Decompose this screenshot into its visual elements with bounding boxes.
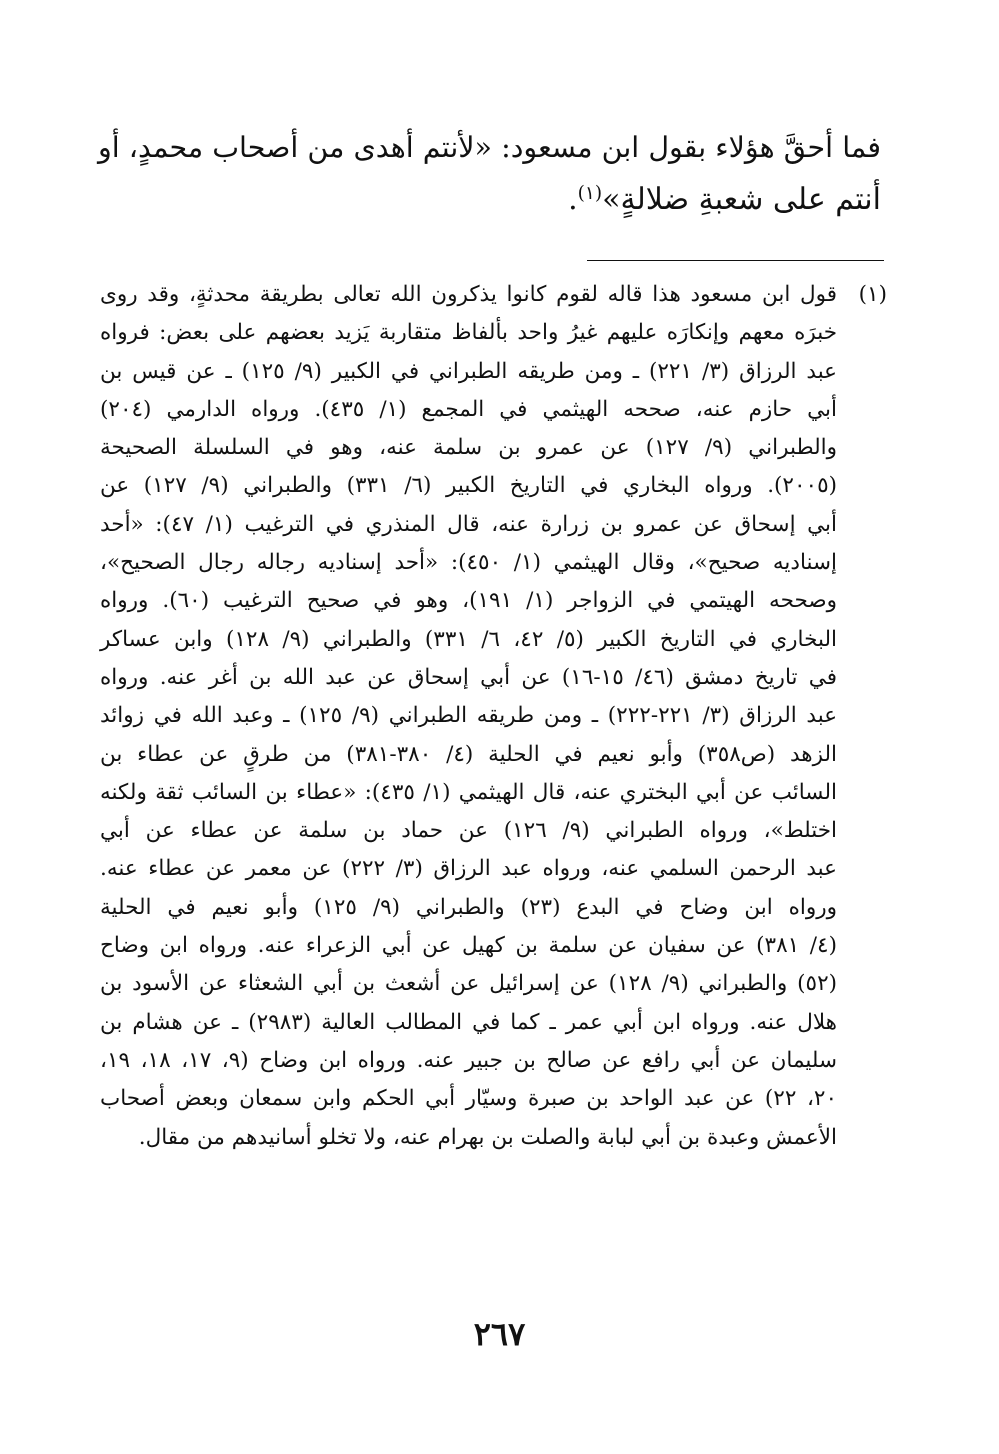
main-text-line-2 (98, 174, 881, 226)
footnote-line: إسناديه صحيح»، وقال الهيثمي (١/ ٤٥٠): «أحد إسناديه رجاله رجال الصحيح»، (100, 550, 837, 576)
footnote-line: سليمان عن أبي رافع عن صالح بن جبير عنه. ورواه ابن وضاح (٩، ١٧، ١٨، ١٩، (100, 1047, 837, 1073)
footnote-line: أبي حازم عنه، صححه الهيثمي في المجمع (١/ ٤٣٥). ورواه الدارمي (٢٠٤) (100, 396, 838, 422)
footnote-line: اختلط»، ورواه الطبراني (٩/ ١٢٦) عن حماد بن سلمة عن عطاء عن أبي (100, 818, 838, 844)
footnote-line: عبد الرزاق (٣/ ٢٢١-٢٢٢) ـ ومن طريقه الطبراني (٩/ ١٢٥) ـ وعبد الله في زوائد (100, 703, 838, 729)
footnote (100, 276, 887, 1157)
footnote-line: قول ابن مسعود هذا قاله لقوم كانوا يذكرون الله تعالى بطريقة محدثةٍ، وقد روى (100, 282, 837, 307)
footnote-line: عبد الرزاق (٣/ ٢٢١) ـ ومن طريقه الطبراني في الكبير (٩/ ١٢٥) ـ عن قيس بن (100, 358, 838, 384)
footnote-line: ورواه ابن وضاح في البدع (٢٣) والطبراني (٩/ ١٢٥) وأبو نعيم في الحلية (100, 894, 838, 920)
main-text-line-2-text: أنتم على شعبةِ ضلالةٍ» (602, 182, 881, 217)
footnote-line: (٥٢) والطبراني (٩/ ١٢٨) عن إسرائيل عن أشعث بن أبي الشعثاء عن الأسود بن (100, 971, 838, 997)
footnote-line: الزهد (ص٣٥٨) وأبو نعيم في الحلية (٤/ ٣٨٠-٣٨١) من طرقٍ عن عطاء بن (100, 741, 838, 767)
main-text-end-punct: . (568, 182, 578, 217)
footnote-line: والطبراني (٩/ ١٢٧) عن عمرو بن سلمة عنه، وهو في السلسلة الصحيحة (100, 435, 837, 461)
footnote-line: ٢٠، ٢٢) عن عبد الواحد بن صبرة وسيّار أبي الحكم وابن سمعان وبعض أصحاب (100, 1086, 838, 1112)
footnote-line: وصححه الهيتمي في الزواجر (١/ ١٩١)، وهو في صحيح الترغيب (٦٠). ورواه (100, 588, 837, 614)
footnote-line: هلال عنه. ورواه ابن أبي عمر ـ كما في المطالب العالية (٢٩٨٣) ـ عن هشام بن (100, 1009, 837, 1035)
footnote-line: خبرَه معهم وإنكارَه عليهم غيرُ واحد بألفاظ متقاربة يَزيد بعضهم على بعض: فرواه (100, 320, 837, 346)
footnote-line: أبي إسحاق عن عمرو بن زرارة عنه، قال المنذري في الترغيب (١/ ٤٧): «أحد (100, 511, 838, 537)
footnote-reference[interactable]: (١) (577, 182, 603, 204)
footnote-line: السائب عن أبي البختري عنه، قال الهيثمي (١/ ٤٣٥): «عطاء بن السائب ثقة ولكنه (100, 779, 837, 805)
main-text-line-1: فما أحقَّ هؤلاء بقول ابن مسعود: «لأنتم أهدى من أصحاب محمدٍ، أو (98, 131, 881, 164)
footnote-marker: (١) (858, 282, 887, 307)
footnote-line: البخاري في التاريخ الكبير (٥/ ٤٢، ٦/ ٣٣١) والطبراني (٩/ ١٢٨) وابن عساكر (100, 626, 838, 652)
footnote-body (100, 276, 837, 1157)
footnote-line: (٢٠٠٥). ورواه البخاري في التاريخ الكبير (٦/ ٣٣١) والطبراني (٩/ ١٢٧) عن (100, 473, 838, 499)
footnote-line: عبد الرحمن السلمي عنه، ورواه عبد الرزاق (٣/ ٢٢٢) عن معمر عن عطاء عنه. (100, 856, 838, 882)
footnote-line: الأعمش وعبدة بن أبي لبابة والصلت بن بهرام عنه، ولا تخلو أسانيدهم من مقال. (138, 1124, 837, 1150)
main-paragraph (98, 122, 881, 226)
footnote-line: في تاريخ دمشق (٤٦/ ١٥-١٦) عن أبي إسحاق عن عبد الله بن أغر عنه. ورواه (100, 664, 837, 690)
footnote-line: (٤/ ٣٨١) عن سفيان عن سلمة بن كهيل عن أبي الزعراء عنه. ورواه ابن وضاح (100, 933, 837, 959)
page-number: ٢٦٧ (473, 1315, 526, 1353)
footnote-separator-rule (587, 260, 884, 261)
